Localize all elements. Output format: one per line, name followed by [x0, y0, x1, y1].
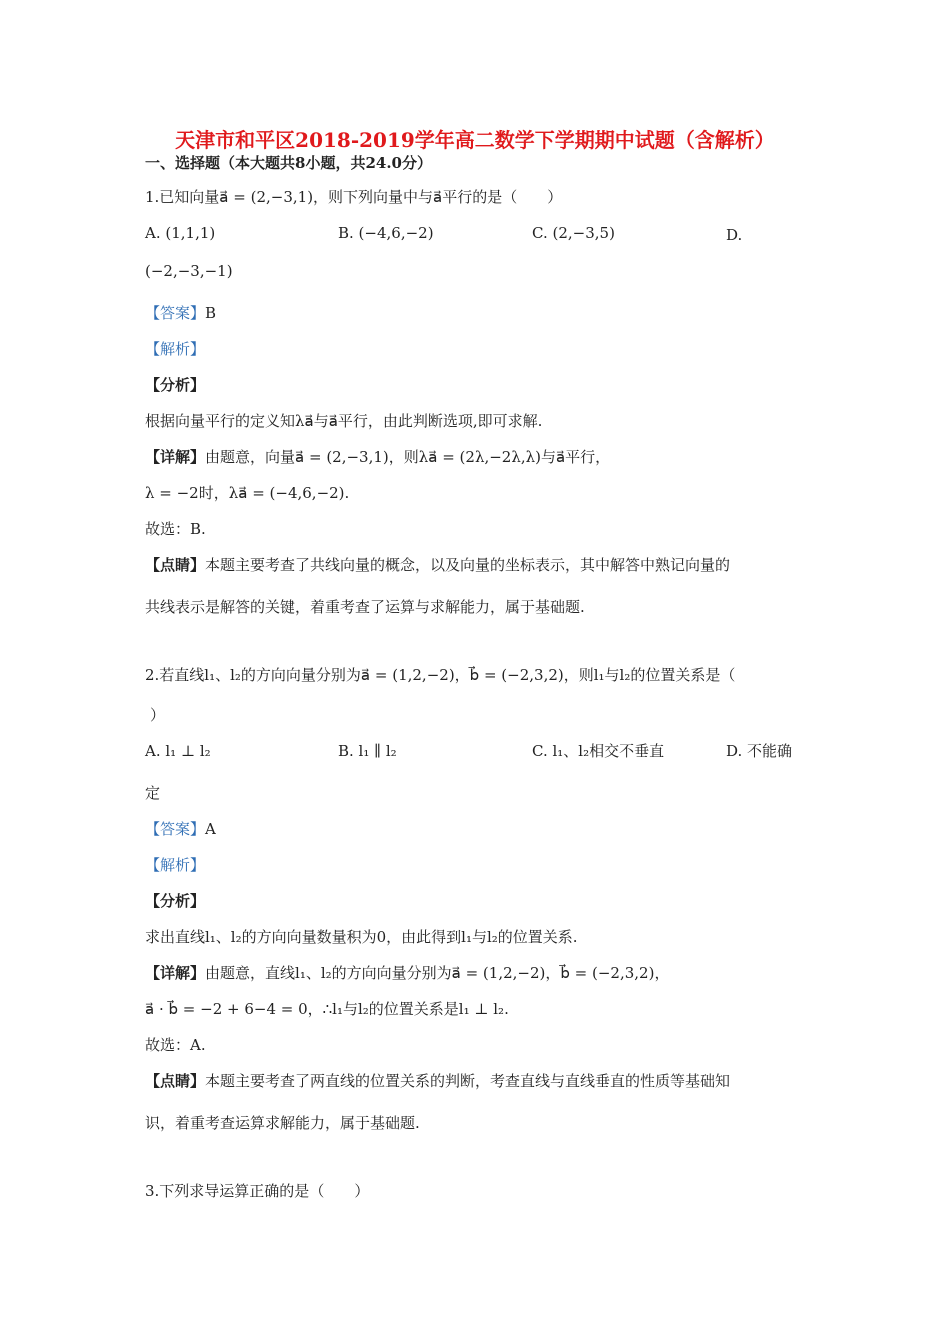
q1-choice: 故选：B.: [145, 520, 206, 538]
q2-comment-1: [145, 1070, 730, 1092]
q2-option-d-cont: 定: [145, 784, 161, 802]
q1-detail-2: λ = −2时，λa⃗ = (−4,6,−2).: [145, 484, 350, 502]
comment-tag: 【点睛】: [145, 556, 206, 574]
detail-tag: 【详解】: [145, 964, 206, 982]
comment-text: 本题主要考查了两直线的位置关系的判断，考查直线与直线垂直的性质等基础知: [205, 1072, 731, 1090]
q2-fenxi-tag: 【分析】: [145, 892, 206, 910]
q2-option-c: C. l₁、l₂相交不垂直: [532, 742, 665, 760]
q2-comment-2: 识，着重考查运算求解能力，属于基础题.: [145, 1114, 420, 1132]
q1-fenxi-tag: 【分析】: [145, 376, 206, 394]
answer-value: A: [205, 820, 216, 838]
q1-option-b: B. (−4,6,−2): [338, 224, 434, 242]
q1-stem: 1.已知向量a⃗ = (2,−3,1)，则下列向量中与a⃗平行的是（ ）: [145, 188, 563, 206]
q1-detail-1: [145, 446, 610, 468]
q1-comment-2: 共线表示是解答的关键，着重考查了运算与求解能力，属于基础题.: [145, 598, 585, 616]
q2-answer: [145, 818, 216, 840]
q2-detail-1: [145, 962, 669, 984]
q2-jiexi-tag: 【解析】: [145, 856, 206, 874]
q2-option-b: B. l₁ ∥ l₂: [338, 742, 397, 760]
q1-fenxi: 根据向量平行的定义知λa⃗与a⃗平行，由此判断选项,即可求解.: [145, 412, 543, 430]
detail-text: 由题意，直线l₁、l₂的方向向量分别为a⃗ = (1,2,−2)，b⃗ = (−2,3,2)，: [205, 964, 670, 982]
answer-tag: 【答案】: [145, 820, 206, 838]
q2-detail-2: a⃗ · b⃗ = −2 + 6−4 = 0，∴l₁与l₂的位置关系是l₁ ⊥ l₂.: [145, 1000, 509, 1018]
answer-value: B: [205, 304, 217, 322]
q1-option-c: C. (2,−3,5): [532, 224, 615, 242]
q1-option-d-value: (−2,−3,−1): [145, 262, 233, 280]
section-heading: 一、选择题（本大题共8小题，共24.0分）: [145, 154, 432, 172]
q1-answer: [145, 302, 216, 324]
q2-stem-1: 2.若直线l₁、l₂的方向向量分别为a⃗ = (1,2,−2)，b⃗ = (−2,3,2)，则l₁与l₂的位置关系是（: [145, 666, 736, 684]
q2-option-d: D. 不能确: [726, 742, 793, 760]
q2-option-a: A. l₁ ⊥ l₂: [145, 742, 211, 760]
detail-text: 由题意，向量a⃗ = (2,−3,1)，则λa⃗ = (2λ,−2λ,λ)与a⃗平行，: [205, 448, 611, 466]
q1-jiexi-tag: 【解析】: [145, 340, 206, 358]
q2-fenxi: 求出直线l₁、l₂的方向向量数量积为0，由此得到l₁与l₂的位置关系.: [145, 928, 578, 946]
comment-tag: 【点睛】: [145, 1072, 206, 1090]
detail-tag: 【详解】: [145, 448, 206, 466]
answer-tag: 【答案】: [145, 304, 206, 322]
q1-comment-1: [145, 554, 730, 576]
q1-option-d-label: D.: [726, 226, 743, 244]
document-title: 天津市和平区2018-2019学年高二数学下学期期中试题（含解析）: [175, 128, 775, 152]
q3-stem: 3.下列求导运算正确的是（ ）: [145, 1182, 370, 1200]
q2-stem-2: ）: [150, 706, 166, 724]
q2-choice: 故选：A.: [145, 1036, 206, 1054]
q1-option-a: A. (1,1,1): [145, 224, 216, 242]
comment-text: 本题主要考查了共线向量的概念，以及向量的坐标表示，其中解答中熟记向量的: [205, 556, 731, 574]
